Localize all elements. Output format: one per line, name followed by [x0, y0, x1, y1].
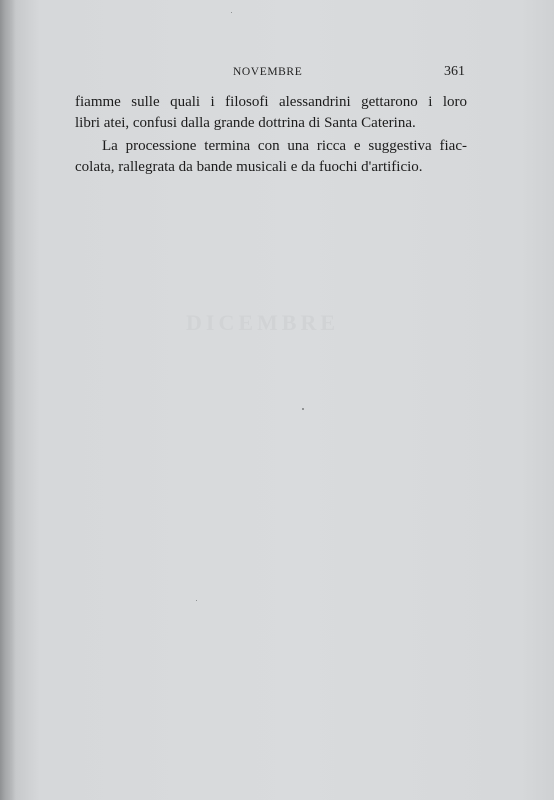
page-number: 361 — [444, 64, 465, 79]
paper-speck — [231, 12, 232, 13]
binding-edge-shadow — [0, 0, 16, 800]
text-line: fiamme sulle quali i filosofi alessandrini gettarono i loro — [75, 94, 467, 110]
body-text — [75, 92, 467, 178]
running-title: NOVEMBRE — [233, 66, 303, 78]
page-header — [75, 64, 467, 84]
text-line: libri atei, confusi dalla grande dottrina di Santa Caterina. — [75, 115, 416, 131]
paper-speck — [302, 408, 304, 410]
show-through-heading: DICEMBRE — [186, 310, 340, 335]
text-line: La processione termina con una ricca e suggestiva fiac- — [102, 138, 467, 154]
paper-speck — [196, 600, 197, 601]
text-line: colata, rallegrata da bande musicali e da fuochi d'artificio. — [75, 159, 423, 175]
